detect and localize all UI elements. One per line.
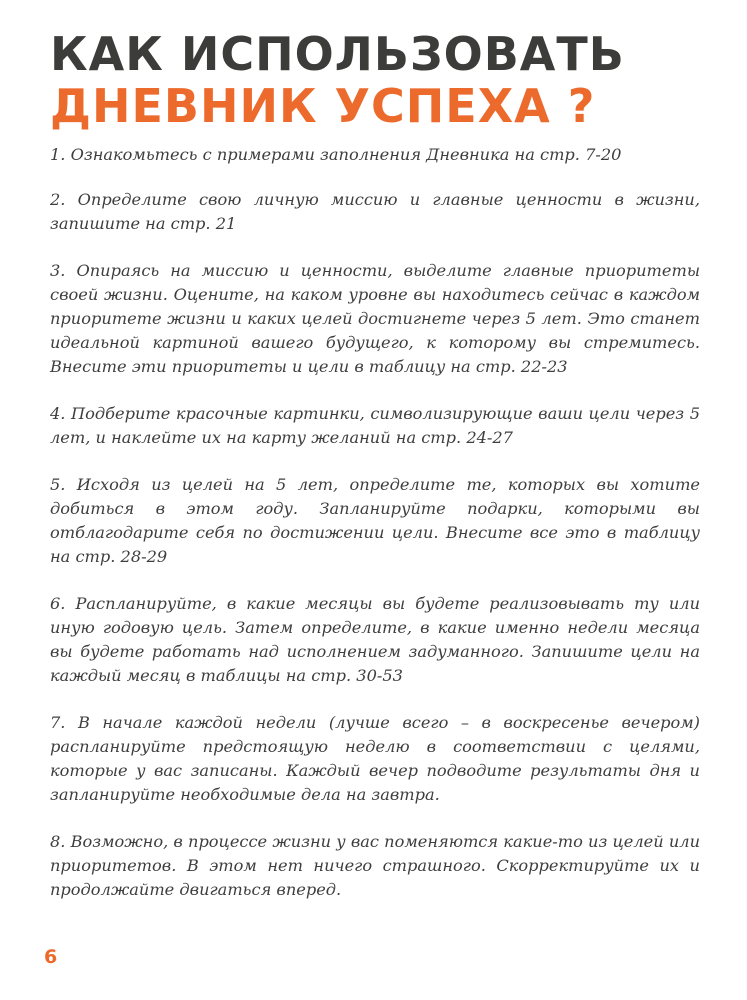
instruction-list xyxy=(50,143,700,925)
instruction-step-5: 5. Исходя из целей на 5 лет, определите те, которых вы хотите добиться в этом году. Запланируйте подарки, которыми вы отблагодарите себя по достижении цели. Внесите все это в таблицу на стр. 28-29 xyxy=(50,475,700,566)
page-title xyxy=(50,28,625,132)
instruction-step-1: 1. Ознакомьтесь с примерами заполнения Дневника на стр. 7-20 xyxy=(50,145,622,164)
title-line-1: КАК ИСПОЛЬЗОВАТЬ xyxy=(50,27,625,81)
instruction-step-8: 8. Возможно, в процессе жизни у вас поменяются какие-то из целей или приоритетов. В этом нет ничего страшного. Скорректируйте их и продолжайте двигаться вперед. xyxy=(50,832,700,899)
title-line-2: ДНЕВНИК УСПЕХА ? xyxy=(50,79,596,133)
page-number: 6 xyxy=(44,946,58,968)
instruction-step-7: 7. В начале каждой недели (лучше всего – в воскресенье вечером) распланируйте предстоящую неделю в соответствии с целями, которые у вас записаны. Каждый вечер подводите результаты дня и запланируйте необходимые дела на завтра. xyxy=(50,713,700,804)
instruction-step-4: 4. Подберите красочные картинки, символизирующие ваши цели через 5 лет, и наклейте их на карту желаний на стр. 24-27 xyxy=(50,404,700,447)
instruction-step-3: 3. Опираясь на миссию и ценности, выделите главные приоритеты своей жизни. Оцените, на каком уровне вы находитесь сейчас в каждом приоритете жизни и каких целей достигнете через 5 лет. Это станет идеальной картиной вашего будущего, к которому вы стремитесь. Внесите эти приоритеты и цели в таблицу на стр. 22-23 xyxy=(50,261,700,376)
instruction-step-6: 6. Распланируйте, в какие месяцы вы будете реализовывать ту или иную годовую цель. Затем определите, в какие именно недели месяца вы будете работать над исполнением задуманного. Запишите цели на каждый месяц в таблицы на стр. 30-53 xyxy=(50,594,700,685)
instruction-step-2: 2. Определите свою личную миссию и главные ценности в жизни, запишите на стр. 21 xyxy=(50,190,700,233)
